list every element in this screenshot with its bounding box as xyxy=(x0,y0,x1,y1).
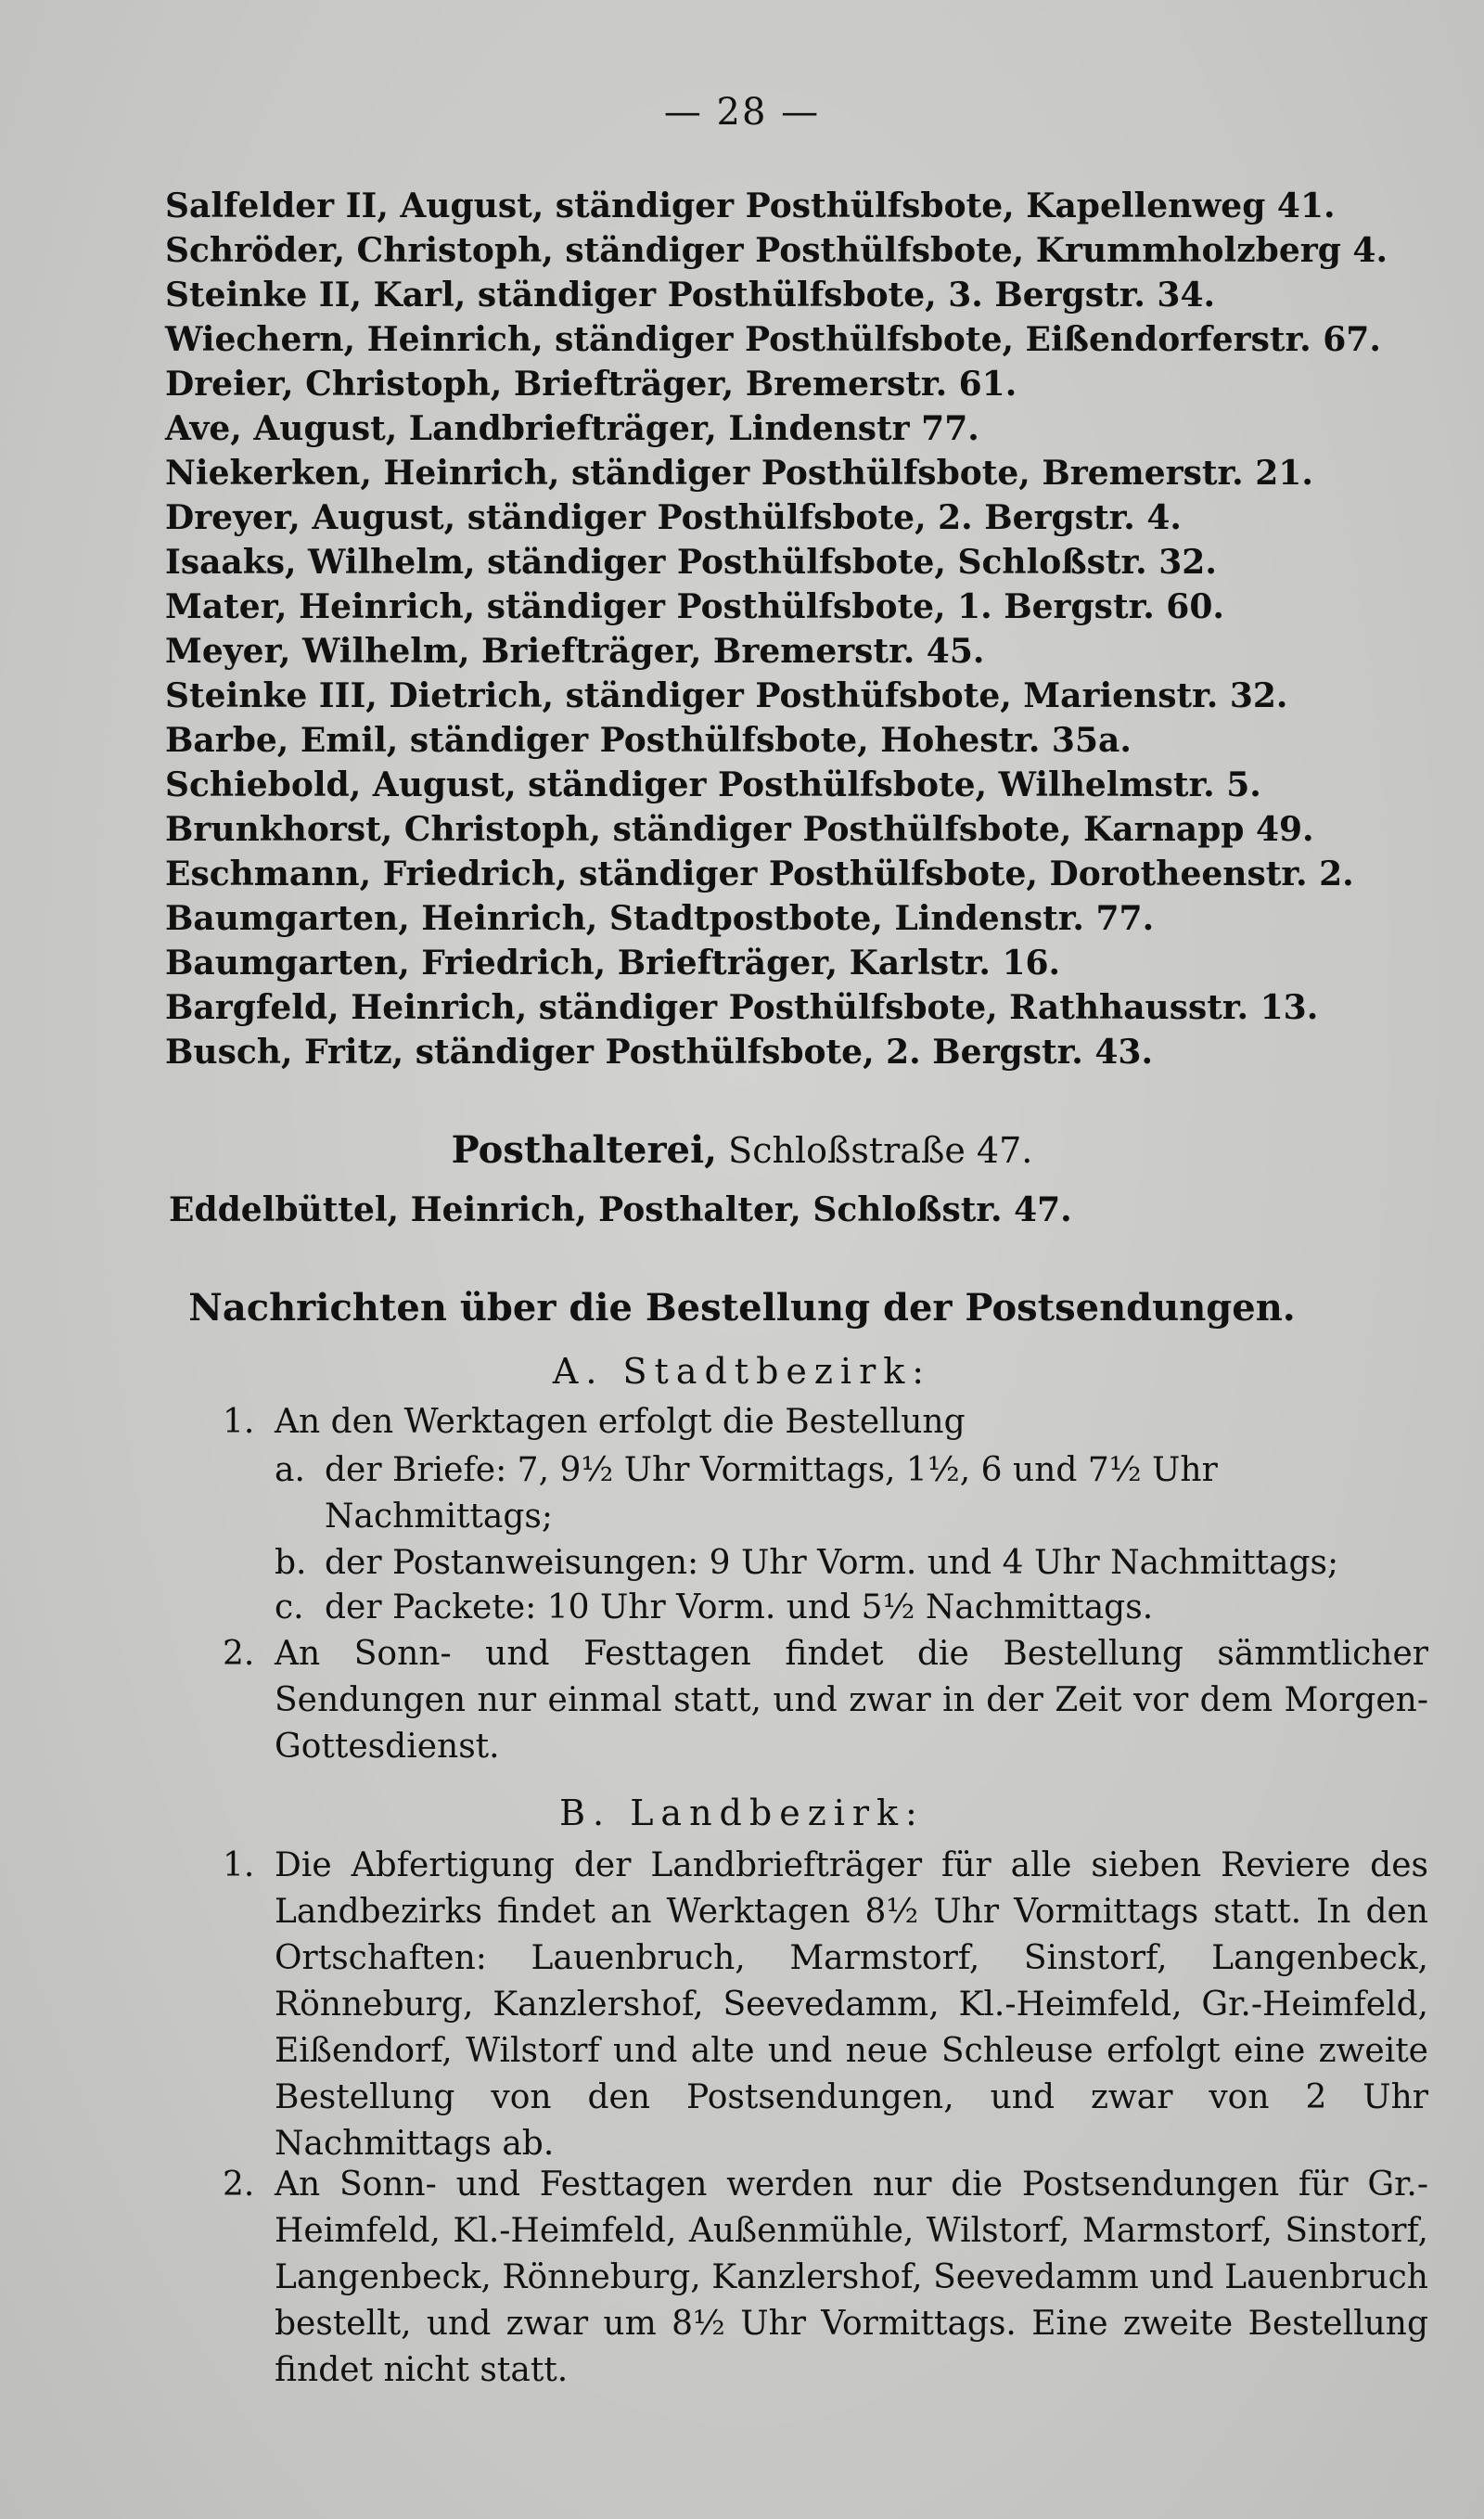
list-item: Steinke III, Dietrich, ständiger Posthüfsbote, Marienstr. 32. xyxy=(165,676,1288,715)
posthalterei-address: Schloßstraße 47. xyxy=(717,1130,1033,1171)
item-number: 1. xyxy=(223,1403,255,1441)
list-item: Meyer, Wilhelm, Briefträger, Bremerstr. 45. xyxy=(165,632,985,671)
landbezirk-heading: B. Landbezirk: xyxy=(559,1793,925,1833)
list-item: Salfelder II, August, ständiger Posthülfsbote, Kapellenweg 41. xyxy=(165,186,1336,225)
list-item: Busch, Fritz, ständiger Posthülfsbote, 2. Bergstr. 43. xyxy=(165,1033,1153,1072)
item-letter: c. xyxy=(275,1588,304,1626)
paragraph: der Briefe: 7, 9½ Uhr Vormittags, 1½, 6 und 7½ Uhr xyxy=(325,1451,1218,1489)
item-number: 2. xyxy=(223,2166,255,2204)
list-item: Ave, August, Landbriefträger, Lindenstr 77. xyxy=(165,409,979,448)
paragraph: der Packete: 10 Uhr Vorm. und 5½ Nachmittags. xyxy=(325,1588,1154,1626)
staff-list xyxy=(165,184,1408,1074)
list-item: Wiechern, Heinrich, ständiger Posthülfsbote, Eißendorferstr. 67. xyxy=(165,320,1381,359)
posthalterei-title: Posthalterei, xyxy=(451,1128,718,1172)
list-item: Isaaks, Wilhelm, ständiger Posthülfsbote, Schloßstr. 32. xyxy=(165,543,1217,582)
page-number: — 28 — xyxy=(663,91,821,134)
stadtbezirk-heading: A. Stadtbezirk: xyxy=(552,1351,932,1392)
list-item: Mater, Heinrich, ständiger Posthülfsbote, 1. Bergstr. 60. xyxy=(165,587,1224,626)
paragraph: der Postanweisungen: 9 Uhr Vorm. und 4 Uhr Nachmittags; xyxy=(325,1544,1339,1582)
item-number: 1. xyxy=(223,1846,255,1884)
list-item: Schröder, Christoph, ständiger Posthülfsbote, Krummholzberg 4. xyxy=(165,231,1388,270)
section-title: Nachrichten über die Bestellung der Postsendungen. xyxy=(188,1286,1296,1330)
paragraph: An Sonn- und Festtagen findet die Bestellung sämmtlicher Sendungen nur einmal statt, und zwar in der Zeit vor dem Morgen-Gottesdienst. xyxy=(275,1635,1428,1766)
item-number: 2. xyxy=(223,1635,255,1673)
list-item: Steinke II, Karl, ständiger Posthülfsbote, 3. Bergstr. 34. xyxy=(165,276,1216,315)
list-item: Brunkhorst, Christoph, ständiger Posthülfsbote, Karnapp 49. xyxy=(165,810,1314,849)
paragraph: An den Werktagen erfolgt die Bestellung xyxy=(275,1403,966,1441)
list-item: Dreier, Christoph, Briefträger, Bremerstr. 61. xyxy=(165,365,1017,404)
paragraph: Die Abfertigung der Landbriefträger für alle sieben Reviere des Landbezirks findet an Werktagen 8½ Uhr Vormittags statt. In den Ortschaften: Lauenbruch, Marmstorf, Sinstorf, Langenbeck, Rönneburg, Kanzlershof, Seevedamm, Kl.-Heimfeld, Gr.-Heimfeld, Eißendorf, Wilstorf und alte und neue Schleuse erfolgt eine zweite Bestellung von den Postsendungen, und zwar von 2 Uhr Nachmittags ab. xyxy=(275,1846,1428,2163)
paragraph: An Sonn- und Festtagen werden nur die Postsendungen für Gr.-Heimfeld, Kl.-Heimfeld, Außenmühle, Wilstorf, Marmstorf, Sinstorf, Langenbeck, Rönneburg, Kanzlershof, Seevedamm und Lauenbruch bestellt, und zwar um 8½ Uhr Vormittags. Eine zweite Bestellung findet nicht statt. xyxy=(275,2166,1428,2389)
list-item: Schiebold, August, ständiger Posthülfsbote, Wilhelmstr. 5. xyxy=(165,765,1261,804)
posthalter-entry: Eddelbüttel, Heinrich, Posthalter, Schloßstr. 47. xyxy=(169,1190,1072,1229)
list-item: Bargfeld, Heinrich, ständiger Posthülfsbote, Rathhausstr. 13. xyxy=(165,988,1319,1027)
item-letter: b. xyxy=(275,1544,307,1582)
list-item: Eschmann, Friedrich, ständiger Posthülfsbote, Dorotheenstr. 2. xyxy=(165,855,1354,893)
list-item: Baumgarten, Heinrich, Stadtpostbote, Lindenstr. 77. xyxy=(165,899,1155,938)
list-item: Dreyer, August, ständiger Posthülfsbote, 2. Bergstr. 4. xyxy=(165,498,1182,537)
list-item: Niekerken, Heinrich, ständiger Posthülfsbote, Bremerstr. 21. xyxy=(165,454,1313,493)
list-item: Baumgarten, Friedrich, Briefträger, Karlstr. 16. xyxy=(165,944,1061,983)
paragraph: Nachmittags; xyxy=(325,1497,554,1536)
item-letter: a. xyxy=(275,1451,305,1489)
posthalterei-heading xyxy=(0,1126,1484,1175)
list-item: Barbe, Emil, ständiger Posthülfsbote, Hohestr. 35a. xyxy=(165,721,1132,760)
